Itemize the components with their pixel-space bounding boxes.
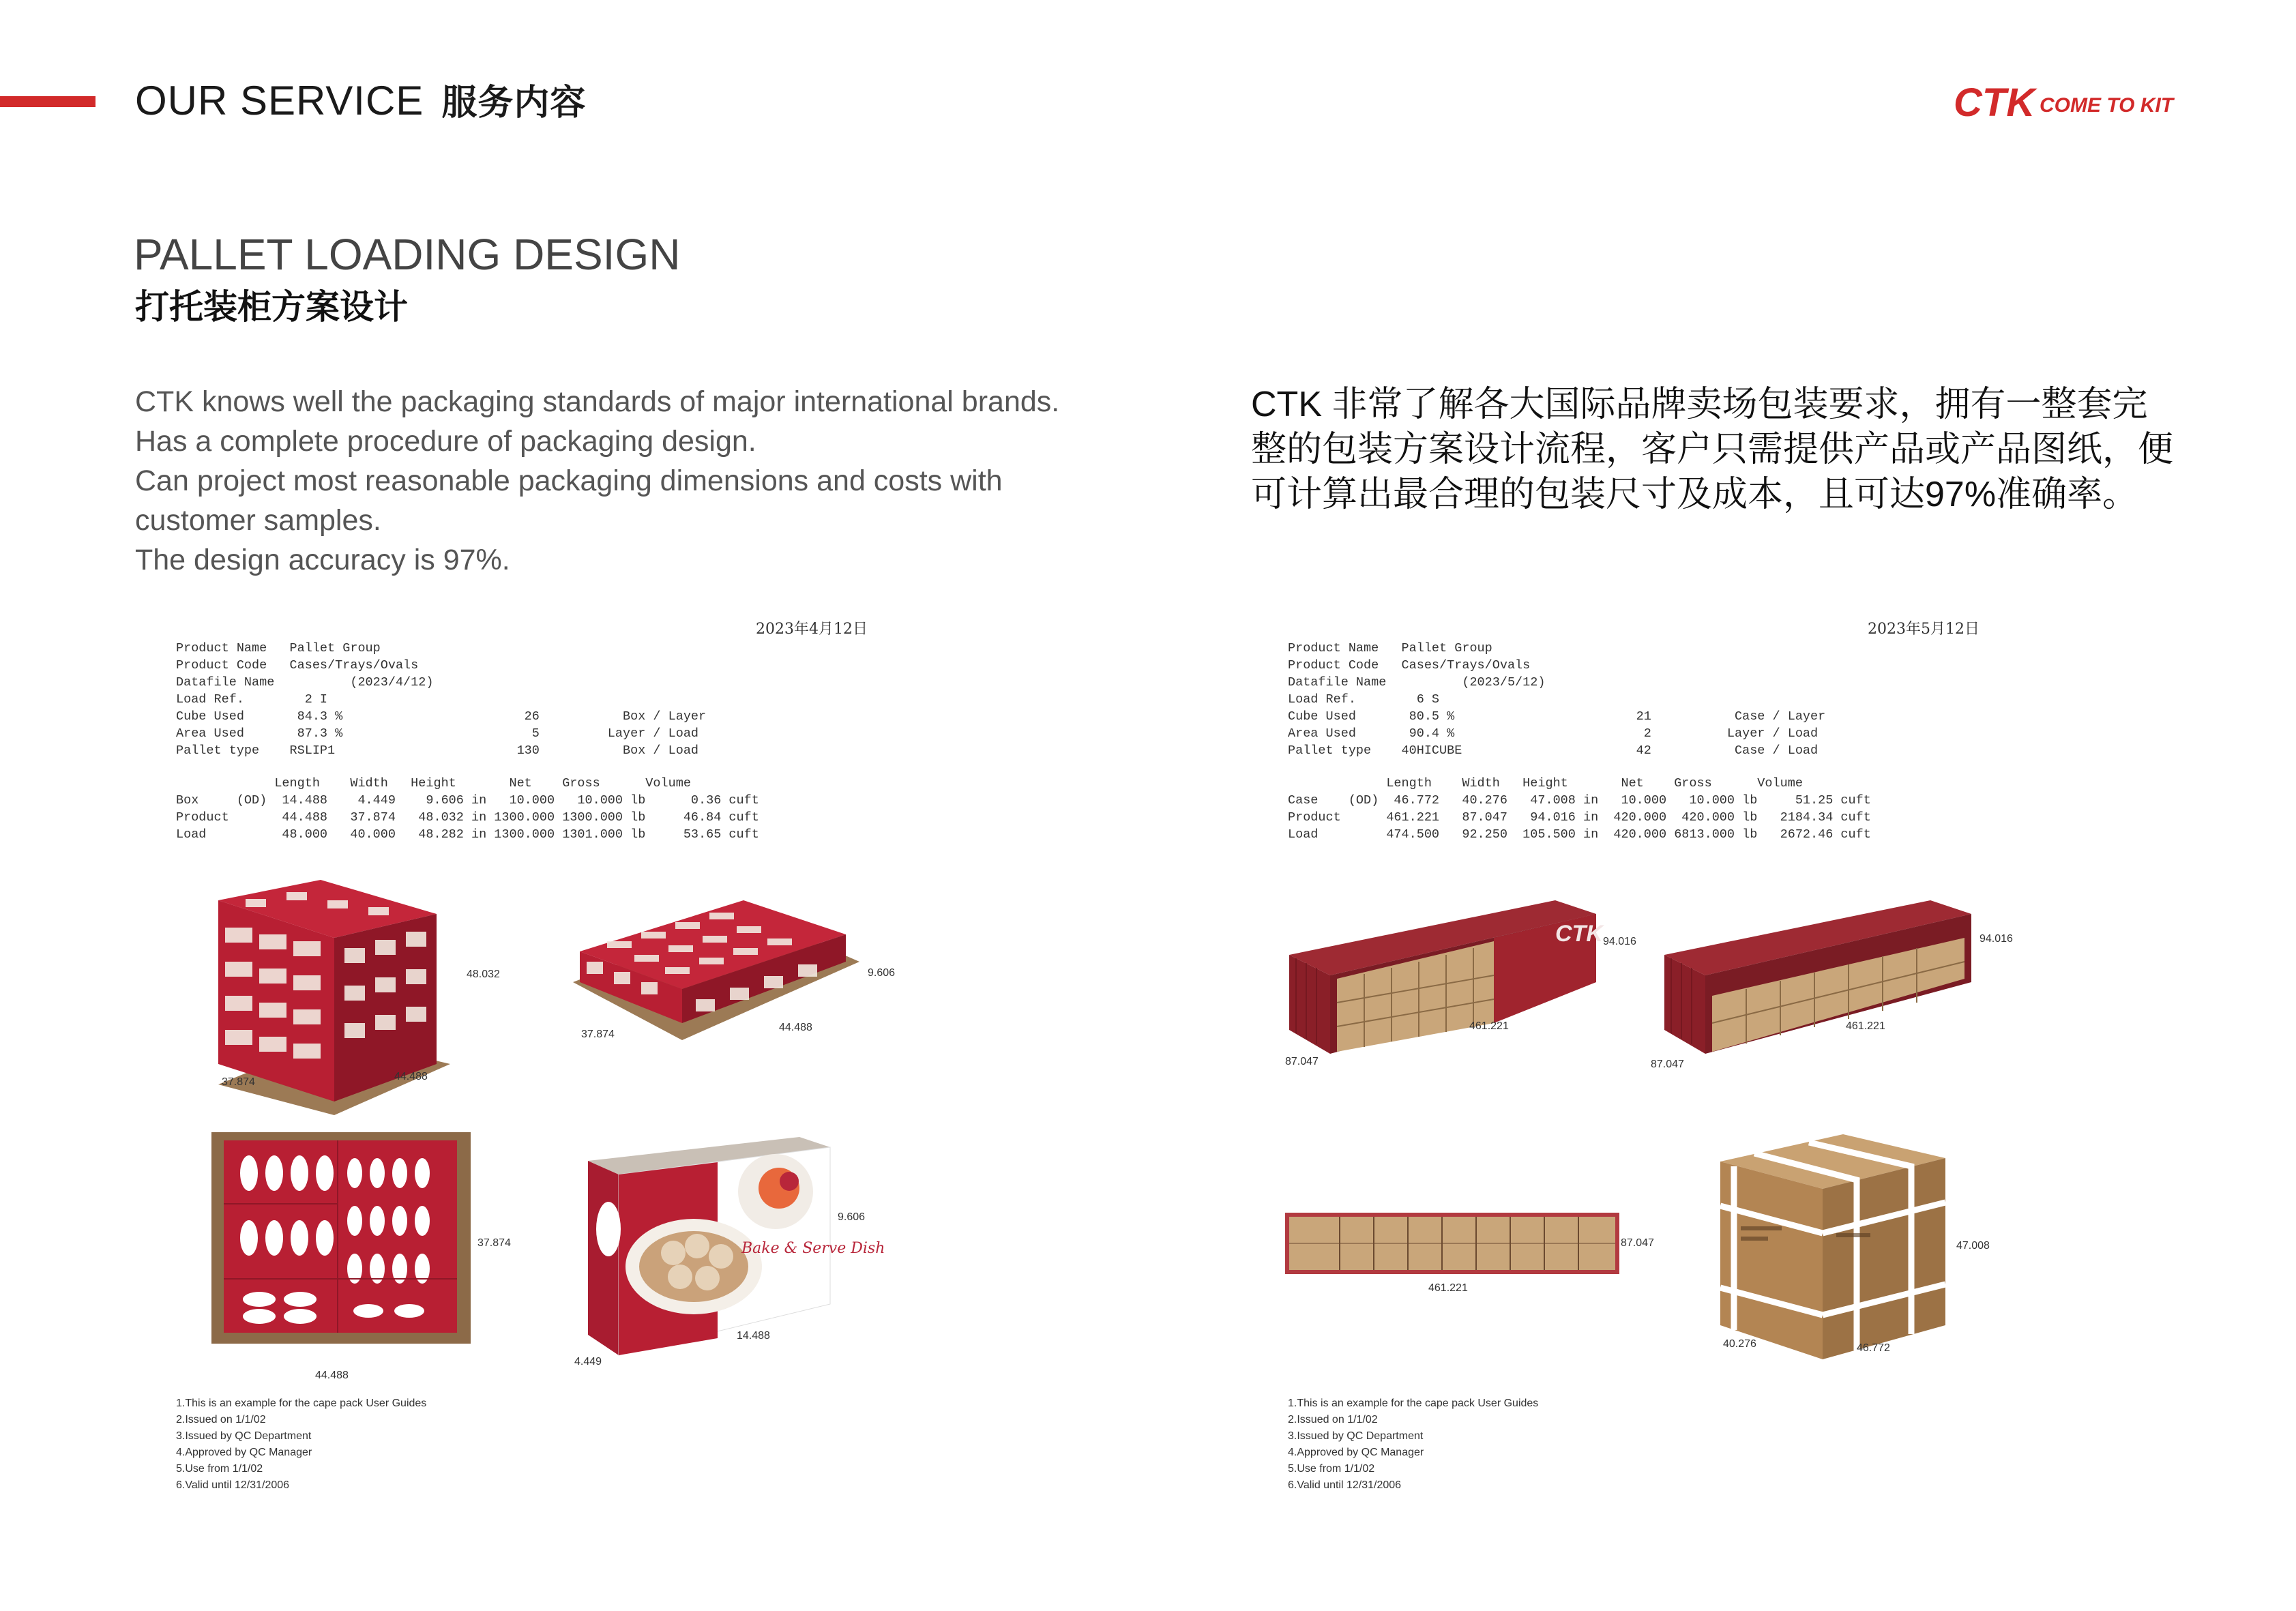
report-line: Length Width Height Net Gross Volume bbox=[1288, 776, 1803, 790]
note-line: 4.Approved by QC Manager bbox=[176, 1447, 312, 1458]
dim-label: 94.016 bbox=[1979, 933, 2013, 945]
header-title-en: OUR SERVICE bbox=[135, 78, 424, 123]
description-en-line: The design accuracy is 97%. bbox=[135, 544, 510, 576]
report-line: Length Width Height Net Gross Volume bbox=[176, 776, 691, 790]
strapped-case-illustration bbox=[1713, 1131, 1952, 1363]
report-line: Product Code Cases/Trays/Ovals bbox=[1288, 658, 1531, 673]
note-line: 5.Use from 1/1/02 bbox=[176, 1463, 263, 1475]
report-line: Product 461.221 87.047 94.016 in 420.000 420.000 lb 2184.34 cuft bbox=[1288, 810, 1871, 825]
dim-label: 9.606 bbox=[838, 1211, 866, 1223]
note-line: 2.Issued on 1/1/02 bbox=[1288, 1414, 1378, 1425]
report-date: 2023年5月12日 bbox=[1868, 621, 1979, 638]
logo-tagline: COME TO KIT bbox=[2040, 94, 2174, 117]
note-line: 3.Issued by QC Department bbox=[1288, 1430, 1424, 1442]
description-en-line: Has a complete procedure of packaging design. bbox=[135, 425, 756, 458]
note-line: 5.Use from 1/1/02 bbox=[1288, 1463, 1375, 1475]
report-date: 2023年4月12日 bbox=[756, 621, 868, 638]
dim-label: 47.008 bbox=[1956, 1240, 1990, 1252]
note-line: 3.Issued by QC Department bbox=[176, 1430, 312, 1442]
note-line: 1.This is an example for the cape pack User Guides bbox=[176, 1398, 427, 1409]
report-line: Product Name Pallet Group bbox=[176, 641, 381, 655]
report-line: Load Ref. 2 I bbox=[176, 692, 328, 707]
note-line: 4.Approved by QC Manager bbox=[1288, 1447, 1424, 1458]
report-line: Product Code Cases/Trays/Ovals bbox=[176, 658, 419, 673]
section-title: PALLET LOADING DESIGN bbox=[134, 230, 681, 279]
dim-label: 44.488 bbox=[779, 1022, 812, 1033]
dim-label: 14.488 bbox=[737, 1330, 770, 1342]
dim-label: 48.032 bbox=[467, 969, 500, 980]
note-line: 1.This is an example for the cape pack User Guides bbox=[1288, 1398, 1539, 1409]
note-line: 2.Issued on 1/1/02 bbox=[176, 1414, 266, 1425]
dim-label: 461.221 bbox=[1846, 1020, 1885, 1032]
dim-label: 461.221 bbox=[1469, 1020, 1509, 1032]
report-line: Pallet type 40HICUBE 42 Case / Load bbox=[1288, 743, 1819, 758]
dim-label: 46.772 bbox=[1857, 1342, 1890, 1354]
report-line: Area Used 87.3 % 5 Layer / Load bbox=[176, 726, 699, 741]
dim-label: 94.016 bbox=[1603, 936, 1636, 947]
box-label: Bake & Serve Dish bbox=[741, 1240, 885, 1257]
note-line: 6.Valid until 12/31/2006 bbox=[176, 1479, 290, 1491]
ctk-logo bbox=[1952, 80, 2177, 124]
report-line: Datafile Name (2023/4/12) bbox=[176, 675, 434, 690]
report-notes bbox=[176, 1395, 426, 1494]
description-en-line: CTK knows well the packaging standards of major international brands. bbox=[135, 385, 1060, 418]
logo-text: CTK bbox=[1954, 80, 2035, 125]
report-line: Cube Used 80.5 % 21 Case / Layer bbox=[1288, 709, 1826, 724]
description-cn-line: 整的包装方案设计流程，客户只需提供产品或产品图纸，便 bbox=[1251, 430, 2174, 469]
container-loaded-illustration-1 bbox=[1289, 900, 1603, 1057]
section-subtitle: 打托装柜方案设计 bbox=[135, 288, 408, 326]
description-en-line: customer samples. bbox=[135, 504, 381, 537]
pallet-top-view-illustration bbox=[211, 1132, 471, 1344]
dim-label: 44.488 bbox=[315, 1370, 349, 1381]
dim-label: 37.874 bbox=[477, 1237, 511, 1249]
container-loaded-illustration-2 bbox=[1664, 900, 1978, 1057]
dim-label: 37.874 bbox=[581, 1029, 615, 1040]
description-cn-line: 可计算出最合理的包装尺寸及成本，且可达97%准确率。 bbox=[1251, 475, 2138, 514]
dim-label: 87.047 bbox=[1651, 1059, 1684, 1070]
report-line: Area Used 90.4 % 2 Layer / Load bbox=[1288, 726, 1819, 741]
dim-label: 87.047 bbox=[1621, 1237, 1654, 1249]
report-line: Pallet type RSLIP1 130 Box / Load bbox=[176, 743, 699, 758]
report-line: Load Ref. 6 S bbox=[1288, 692, 1440, 707]
report-line: Product Name Pallet Group bbox=[1288, 641, 1492, 655]
report-line: Box (OD) 14.488 4.449 9.606 in 10.000 10.000 lb 0.36 cuft bbox=[176, 793, 759, 808]
note-line: 6.Valid until 12/31/2006 bbox=[1288, 1479, 1402, 1491]
report-line: Cube Used 84.3 % 26 Box / Layer bbox=[176, 709, 707, 724]
report-line: Load 48.000 40.000 48.282 in 1300.000 1301.000 lb 53.65 cuft bbox=[176, 827, 759, 842]
dim-label: 4.449 bbox=[574, 1356, 602, 1368]
description-cn-line: CTK 非常了解各大国际品牌卖场包装要求，拥有一整套完 bbox=[1251, 385, 2148, 424]
report-line: Datafile Name (2023/5/12) bbox=[1288, 675, 1546, 690]
report-line: Case (OD) 46.772 40.276 47.008 in 10.000 10.000 lb 51.25 cuft bbox=[1288, 793, 1871, 808]
description-cn bbox=[1251, 382, 2192, 517]
description-en-line: Can project most reasonable packaging dimensions and costs with bbox=[135, 464, 1003, 497]
dim-label: 461.221 bbox=[1428, 1282, 1468, 1294]
dim-label: 9.606 bbox=[868, 967, 896, 979]
report-line: Product 44.488 37.874 48.032 in 1300.000 1300.000 lb 46.84 cuft bbox=[176, 810, 759, 825]
container-brand: CTK bbox=[1555, 921, 1603, 947]
dim-label: 37.874 bbox=[222, 1076, 255, 1088]
report-line: Load 474.500 92.250 105.500 in 420.000 6813.000 lb 2672.46 cuft bbox=[1288, 827, 1871, 842]
dim-label: 44.488 bbox=[394, 1071, 428, 1082]
container-top-view-illustration bbox=[1285, 1213, 1619, 1274]
report-notes bbox=[1288, 1395, 1538, 1494]
dim-label: 40.276 bbox=[1723, 1338, 1756, 1350]
dim-label: 87.047 bbox=[1285, 1056, 1319, 1067]
header-title-cn: 服务内容 bbox=[441, 83, 587, 123]
